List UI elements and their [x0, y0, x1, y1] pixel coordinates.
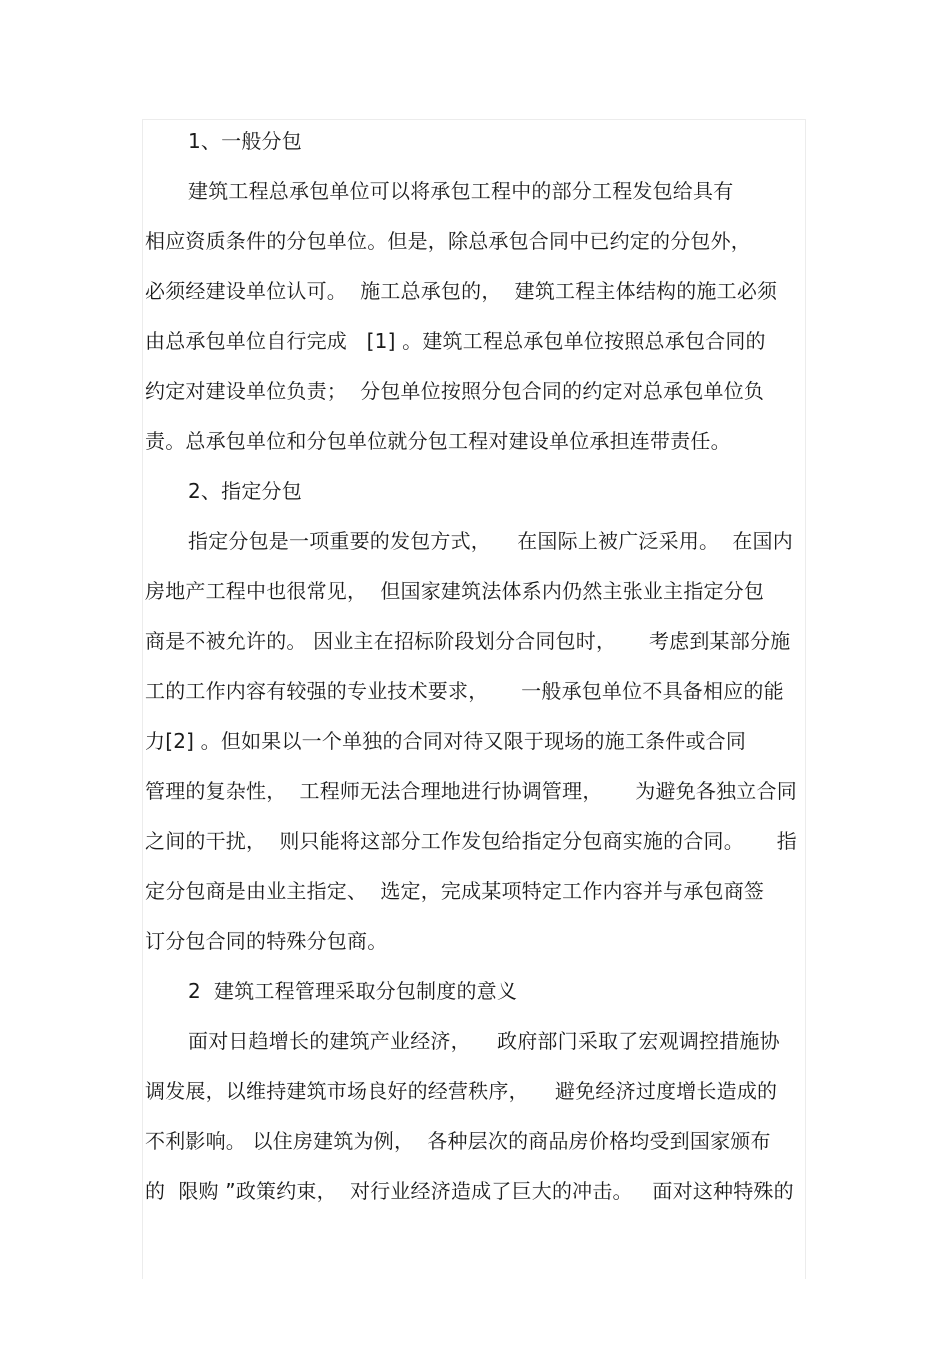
paragraph-line: 订分包合同的特殊分包商。	[145, 929, 388, 953]
paragraph-line: 管理的复杂性， 工程师无法合理地进行协调管理， 为避免各独立合同	[145, 779, 797, 803]
paragraph-line: 调发展，以维持建筑市场良好的经营秩序， 避免经济过度增长造成的	[145, 1079, 778, 1103]
paragraph-line: 面对日趋增长的建筑产业经济， 政府部门采取了宏观调控措施协	[188, 1029, 780, 1053]
section-heading-general-subcontract: 1、一般分包	[188, 129, 302, 153]
paragraph-line: 不利影响。 以住房建筑为例， 各种层次的商品房价格均受到国家颁布	[145, 1129, 771, 1153]
paragraph-line: 由总承包单位自行完成 [1] 。建筑工程总承包单位按照总承包合同的	[145, 329, 766, 353]
paragraph-line: 之间的干扰， 则只能将这部分工作发包给指定分包商实施的合同。 指	[145, 829, 797, 853]
paragraph-line: 商是不被允许的。 因业主在招标阶段划分合同包时， 考虑到某部分施	[145, 629, 791, 653]
paragraph-line: 房地产工程中也很常见， 但国家建筑法体系内仍然主张业主指定分包	[145, 579, 765, 603]
paragraph-line: 相应资质条件的分包单位。但是，除总承包合同中已约定的分包外，	[145, 229, 751, 253]
paragraph-line: 指定分包是一项重要的发包方式， 在国际上被广泛采用。 在国内	[188, 529, 793, 553]
paragraph-line: 约定对建设单位负责； 分包单位按照分包合同的约定对总承包单位负	[145, 379, 765, 403]
paragraph-line: 力[2] 。但如果以一个单独的合同对待又限于现场的施工条件或合同	[145, 729, 747, 753]
paragraph-line: 责。总承包单位和分包单位就分包工程对建设单位承担连带责任。	[145, 429, 731, 453]
paragraph-line: 必须经建设单位认可。 施工总承包的， 建筑工程主体结构的施工必须	[145, 279, 778, 303]
paragraph-line: 定分包商是由业主指定、 选定，完成某项特定工作内容并与承包商签	[145, 879, 765, 903]
paragraph-line: 建筑工程总承包单位可以将承包工程中的部分工程发包给具有	[188, 179, 734, 203]
section-heading-designated-subcontract: 2、指定分包	[188, 479, 302, 503]
paragraph-line: 的 限购 ”政策约束， 对行业经济造成了巨大的冲击。 面对这种特殊的	[145, 1179, 794, 1203]
paragraph-line: 工的工作内容有较强的专业技术要求， 一般承包单位不具备相应的能	[145, 679, 784, 703]
section-heading-significance: 2 建筑工程管理采取分包制度的意义	[188, 979, 518, 1003]
